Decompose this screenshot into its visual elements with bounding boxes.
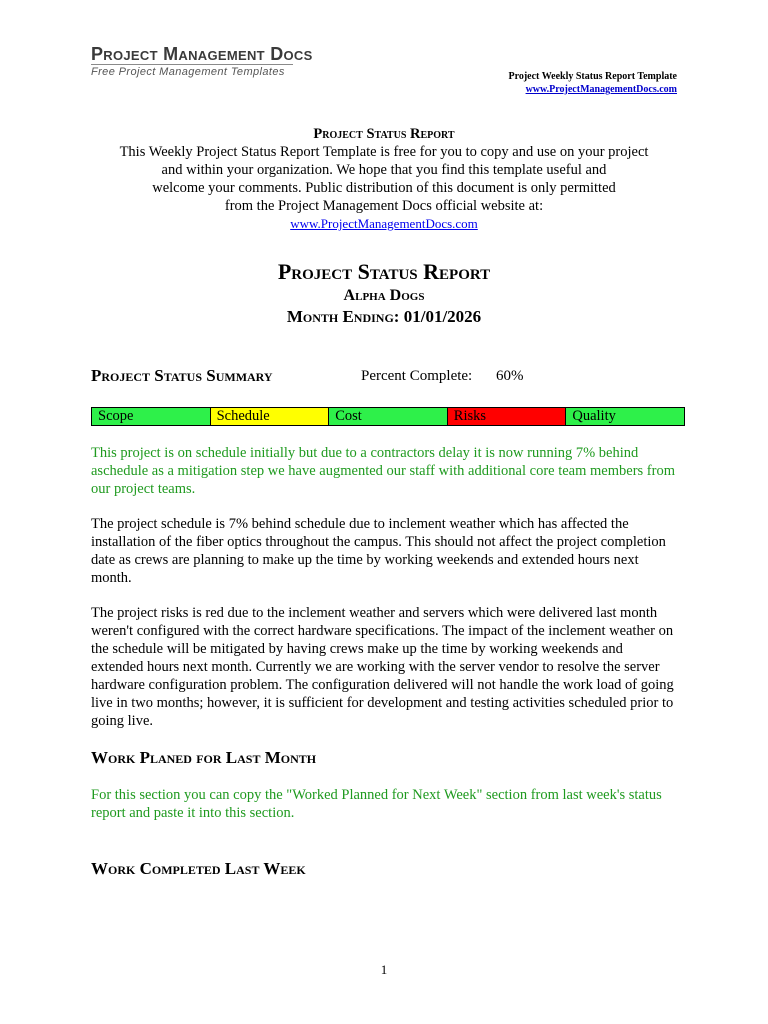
- header-right: [508, 70, 677, 96]
- month-ending-label: Month Ending:: [286, 307, 400, 326]
- status-label: Quality: [572, 408, 616, 424]
- status-label: Scope: [98, 408, 134, 424]
- report-title: Project Status Report: [277, 259, 491, 284]
- month-ending-value: 01/01/2026: [403, 307, 482, 326]
- schedule-paragraph: The project schedule is 7% behind schedule due to inclement weather which has affected the installation of the fiber optics throughout the campus. This should not affect the project completion date as crews are planning to make up the time by working weekends and extended hours next month.: [91, 516, 666, 586]
- team-name: Alpha Dogs: [343, 287, 425, 304]
- intro-block: [91, 125, 677, 233]
- summary-heading: Project Status Summary: [91, 366, 273, 385]
- header-website-link[interactable]: www.ProjectManagementDocs.com: [525, 84, 677, 95]
- status-cost: [329, 408, 448, 425]
- logo-subtitle: Free Project Management Templates: [91, 64, 293, 78]
- intro-line: welcome your comments. Public distribution of this document is only permitted: [152, 180, 616, 196]
- template-name: Project Weekly Status Report Template: [508, 71, 677, 82]
- intro-line: from the Project Management Docs official website at:: [224, 198, 544, 214]
- logo-title: Project Management Docs: [91, 44, 313, 64]
- page-number: 1: [380, 962, 388, 977]
- status-quality: [566, 408, 684, 425]
- intro-line: This Weekly Project Status Report Template is free for you to copy and use on your project: [119, 144, 649, 160]
- status-label: Risks: [453, 408, 487, 424]
- percent-complete-value: 60%: [496, 368, 524, 384]
- title-block: [91, 258, 677, 328]
- status-label: Schedule: [216, 408, 270, 424]
- percent-complete-label: Percent Complete:: [361, 368, 473, 384]
- intro-line: and within your organization. We hope that you find this template useful and: [161, 162, 607, 178]
- work-completed-heading: Work Completed Last Week: [91, 859, 306, 878]
- summary-note: This project is on schedule initially but due to a contractors delay it is now running 7% behind aschedule as a mitigation step we have augmented our staff with additional core team members from our project teams.: [91, 445, 675, 497]
- status-bar: [91, 407, 685, 426]
- work-planned-note: For this section you can copy the "Worked Planned for Next Week" section from last week's status report and paste it into this section.: [91, 787, 662, 821]
- status-schedule: [211, 408, 330, 425]
- status-risks: [448, 408, 567, 425]
- month-ending: [91, 306, 677, 328]
- status-scope: [92, 408, 211, 425]
- intro-heading: Project Status Report: [313, 126, 455, 142]
- risks-paragraph: The project risks is red due to the inclement weather and servers which were delivered last month weren't configured with the correct hardware specifications. The impact of the inclement weather on the schedule will be mitigated by having crews make up the time by working weekends and extended hours next month. Currently we are working with the server vendor to resolve the server hardware configuration problem. The configuration delivered will not handle the work load of going live in two months; however, it is sufficient for development and testing activities scheduled prior to going live.: [91, 605, 674, 729]
- work-planned-heading: Work Planed for Last Month: [91, 748, 317, 767]
- status-label: Cost: [335, 408, 362, 424]
- intro-website-link[interactable]: www.ProjectManagementDocs.com: [290, 216, 478, 231]
- company-logo: [91, 44, 313, 78]
